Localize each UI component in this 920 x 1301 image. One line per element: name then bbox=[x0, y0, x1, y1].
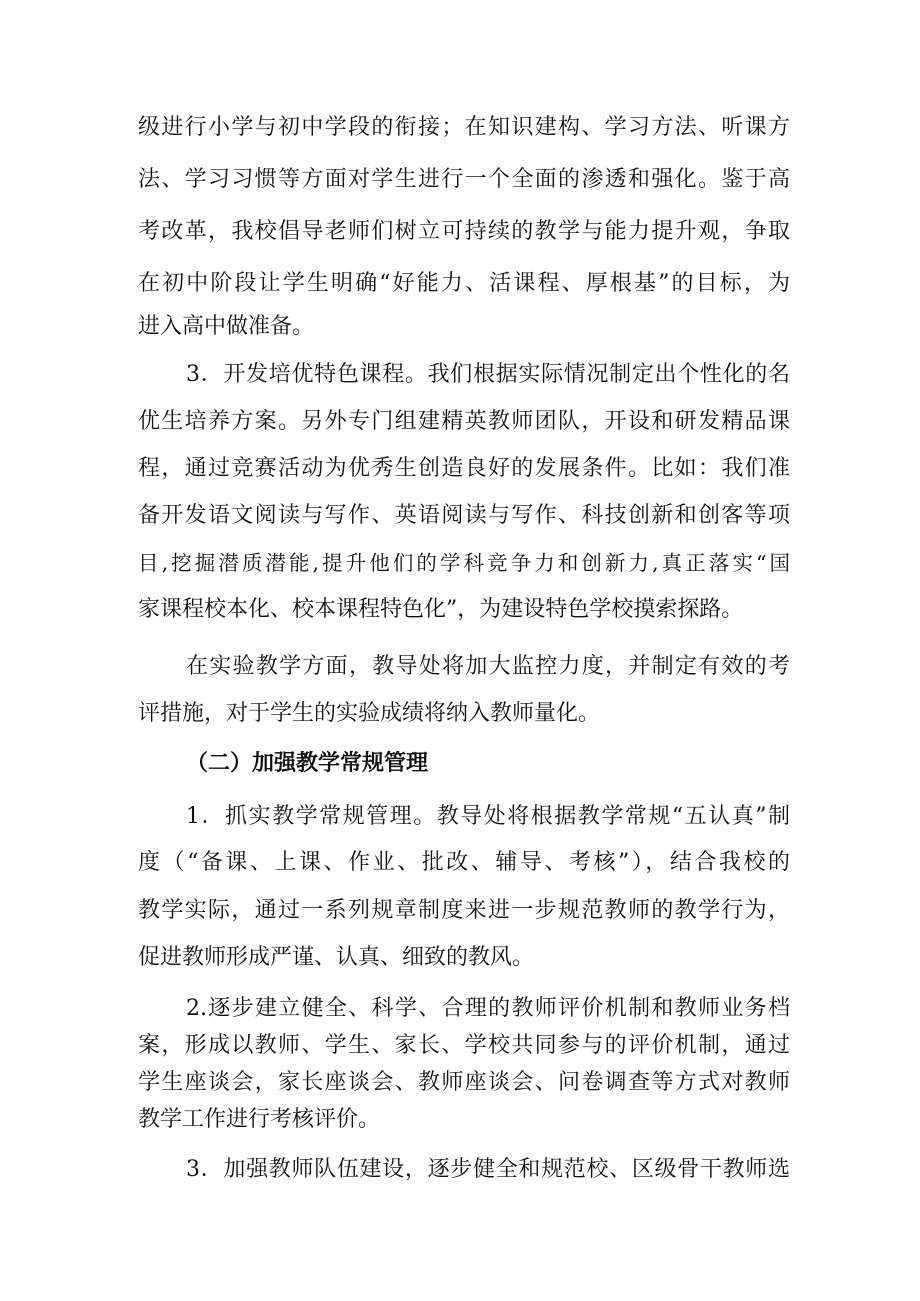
paragraph-2-line-1: 3．开发培优特色课程。我们根据实际情况制定出个性化的名 bbox=[186, 362, 790, 387]
paragraph-4-line-1: 1．抓实教学常规管理。教导处将根据教学常规“五认真”制 bbox=[186, 804, 790, 829]
paragraph-6-line-1: 3．加强教师队伍建设，逐步健全和规范校、区级骨干教师选 bbox=[186, 1157, 790, 1182]
paragraph-1-line-1: 级进行小学与初中学段的衔接；在知识建构、学习方法、听课方 bbox=[138, 115, 790, 140]
paragraph-1-line-2: 法、学习习惯等方面对学生进行一个全面的渗透和强化。鉴于高 bbox=[138, 167, 790, 192]
paragraph-1-line-4: 在初中阶段让学生明确“好能力、活课程、厚根基”的目标，为 bbox=[138, 271, 790, 296]
paragraph-5-line-4: 教学工作进行考核评价。 bbox=[138, 1107, 381, 1132]
section-heading: （二）加强教学常规管理 bbox=[186, 751, 429, 776]
paragraph-4-line-3: 教学实际，通过一系列规章制度来进一步规范教师的教学行为， bbox=[138, 898, 790, 923]
paragraph-2-line-2: 优生培养方案。另外专门组建精英教师团队，开设和研发精品课 bbox=[138, 409, 790, 434]
paragraph-2-line-5: 目,挖掘潜质潜能,提升他们的学科竞争力和创新力,真正落实“国 bbox=[138, 551, 790, 575]
paragraph-5-line-3: 学生座谈会，家长座谈会、教师座谈会、问卷调查等方式对教师 bbox=[138, 1070, 790, 1095]
paragraph-2-line-6: 家课程校本化、校本课程特色化”，为建设特色学校摸索探路。 bbox=[138, 597, 744, 622]
paragraph-2-line-3: 程，通过竞赛活动为优秀生创造良好的发展条件。比如：我们准 bbox=[138, 456, 790, 481]
paragraph-5-line-1: 2.逐步建立健全、科学、合理的教师评价机制和教师业务档 bbox=[186, 996, 790, 1021]
paragraph-2-line-4: 备开发语文阅读与写作、英语阅读与写作、科技创新和创客等项 bbox=[138, 503, 790, 528]
paragraph-3-line-1: 在实验教学方面，教导处将加大监控力度，并制定有效的考 bbox=[186, 654, 790, 679]
paragraph-5-line-2: 案，形成以教师、学生、家长、学校共同参与的评价机制，通过 bbox=[138, 1033, 790, 1058]
paragraph-3-line-2: 评措施，对于学生的实验成绩将纳入教师量化。 bbox=[138, 701, 601, 726]
paragraph-4-line-2: 度（“备课、上课、作业、批改、辅导、考核”），结合我校的 bbox=[138, 850, 790, 875]
paragraph-1-line-5: 进入高中做准备。 bbox=[138, 314, 315, 339]
paragraph-1-line-3: 考改革，我校倡导老师们树立可持续的教学与能力提升观，争取 bbox=[138, 219, 790, 244]
paragraph-4-line-4: 促进教师形成严谨、认真、细致的教风。 bbox=[138, 945, 535, 970]
